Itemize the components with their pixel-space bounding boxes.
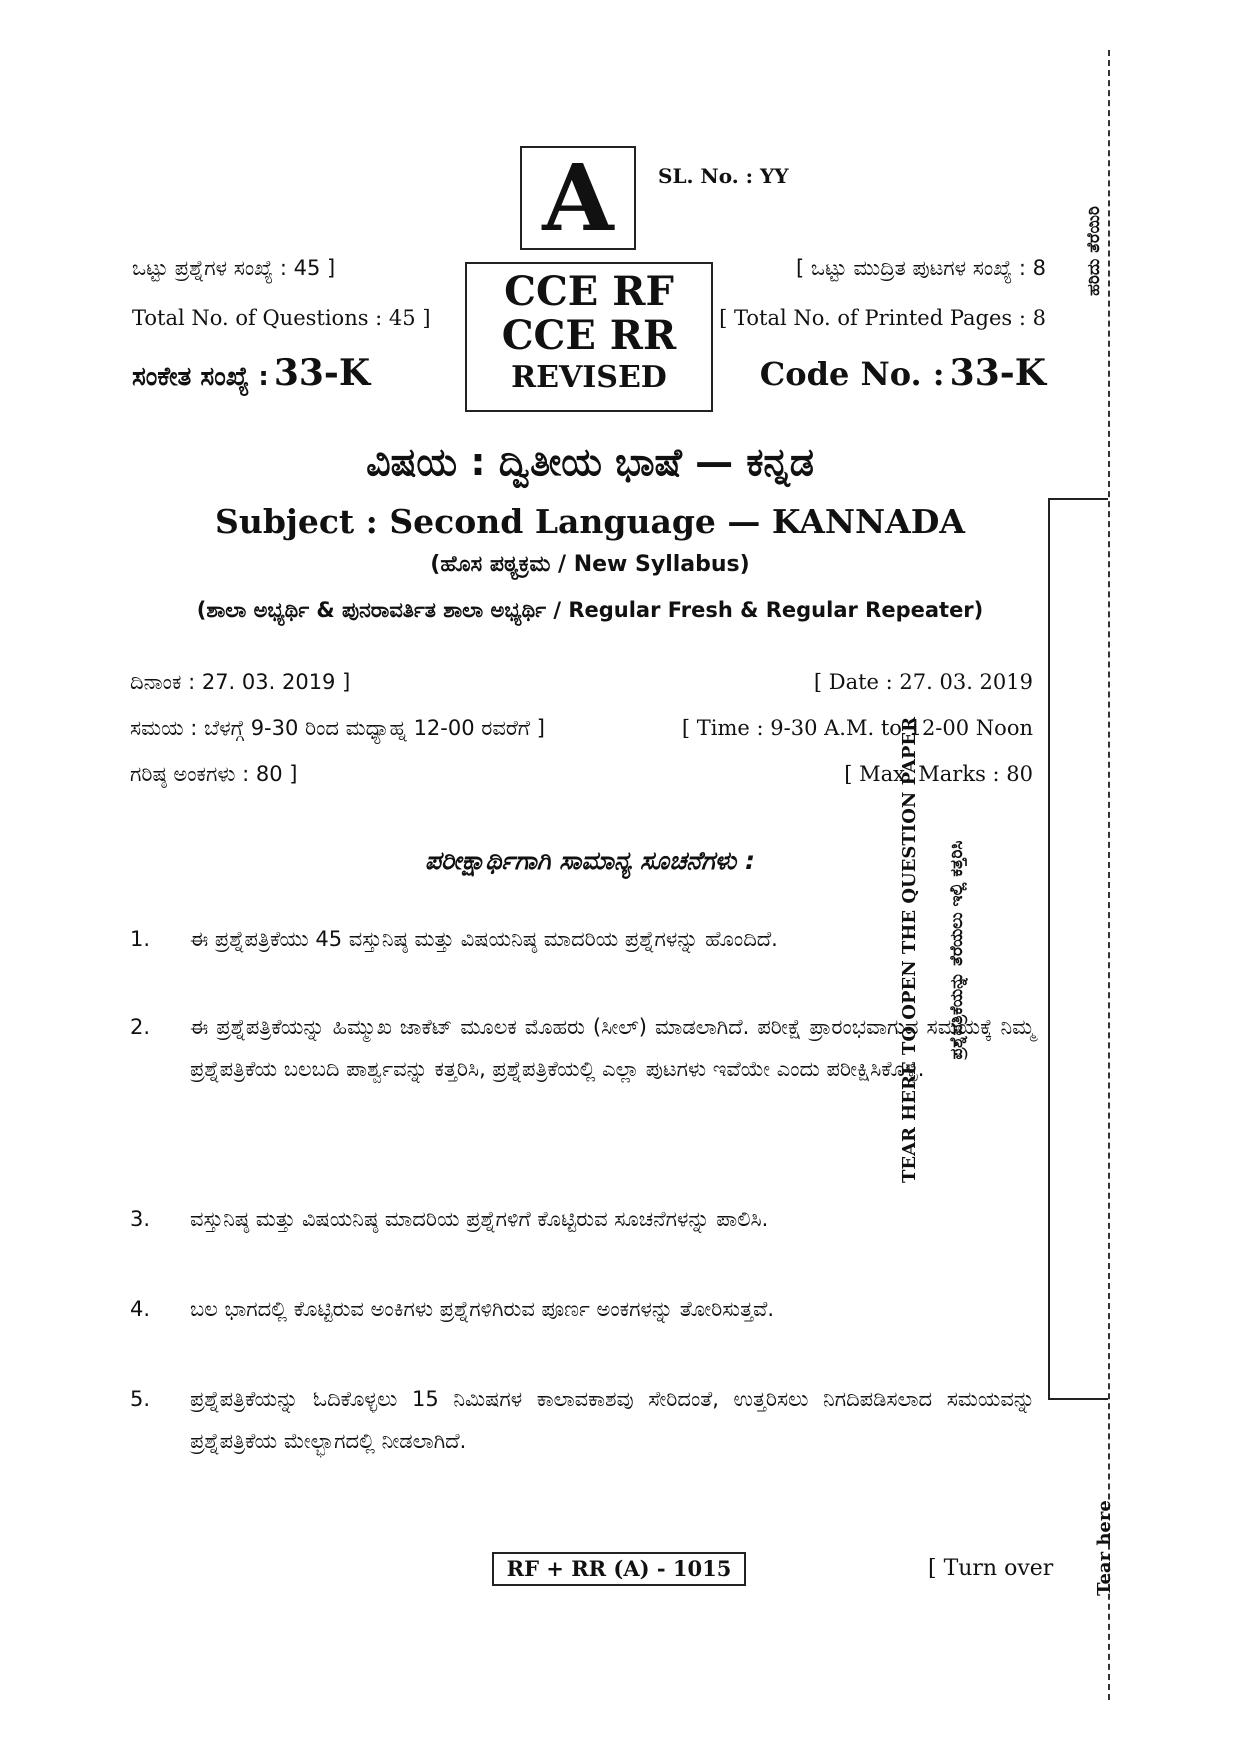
instruction-text: ಈ ಪ್ರಶ್ನೆಪತ್ರಿಕೆಯನ್ನು ಹಿಮ್ಮುಖ ಜಾಕೆಟ್ ಮೂಲಕ ಮೊಹರು (ಸೀಲ್) ಮಾಡಲಾಗಿದೆ. ಪರೀಕ್ಷೆ ಪ್ರಾರಂಭವಾಗುವ ಸಮಯಕ್ಕೆ ನಿಮ್ಮ ಪ್ರಶ್ನೆಪತ್ರಿಕೆಯ ಬಲಬದಿ ಪಾರ್ಶ್ವವನ್ನು ಕತ್ತರಿಸಿ, ಪ್ರಶ್ನೆಪತ್ರಿಕೆಯಲ್ಲಿ ಎಲ್ಲಾ ಪುಟಗಳು ಇವೆಯೇ ಎಂದು ಪರೀಕ್ಷಿಸಿಕೊಳ್ಳಿ.	[190, 1015, 1035, 1081]
time-kannada: ಸಮಯ : ಬೆಳಗ್ಗೆ 9-30 ರಿಂದ ಮಧ್ಯಾಹ್ನ 12-00 ರವರೆಗೆ ]	[130, 716, 545, 740]
time-english: [ Time : 9-30 A.M. to 12-00 Noon	[681, 716, 1033, 740]
serial-number: SL. No. : YY	[658, 164, 789, 188]
tear-open-kannada-label: ಪ್ರಶ್ನೆಪತ್ರಿಕೆಯನ್ನು ತೆರೆಯಲು ಇಲ್ಲಿ ಕತ್ತರಿಸಿ	[947, 840, 967, 1060]
instruction-text: ಪ್ರಶ್ನೆಪತ್ರಿಕೆಯನ್ನು ಓದಿಕೊಳ್ಳಲು 15 ನಿಮಿಷಗಳ ಕಾಲಾವಕಾಶವು ಸೇರಿದಂತೆ, ಉತ್ತರಿಸಲು ನಿಗದಿಪಡಿಸಲಾದ ಸಮಯವನ್ನು ಪ್ರಶ್ನೆಪತ್ರಿಕೆಯ ಮೇಲ್ಭಾಗದಲ್ಲಿ ನೀಡಲಾಗಿದೆ.	[190, 1387, 1035, 1453]
instruction-number: 1.	[130, 927, 151, 951]
max-marks-english: [ Max. Marks : 80	[844, 762, 1033, 786]
exam-type-line-2: CCE RR	[501, 312, 677, 359]
code-number-english-value: 33-K	[949, 352, 1046, 394]
subject-kannada: ವಿಷಯ : ದ್ವಿತೀಯ ಭಾಷೆ — ಕನ್ನಡ	[366, 440, 814, 484]
instruction-item-4	[130, 1288, 1035, 1330]
instruction-number: 3.	[130, 1207, 151, 1231]
instruction-text: ವಸ್ತುನಿಷ್ಠ ಮತ್ತು ವಿಷಯನಿಷ್ಠ ಮಾದರಿಯ ಪ್ರಶ್ನೆಗಳಿಗೆ ಕೊಟ್ಟಿರುವ ಸೂಚನೆಗಳನ್ನು ಪಾಲಿಸಿ.	[190, 1207, 769, 1231]
code-number-kannada-value: 33-K	[273, 352, 371, 394]
exam-type-line-3: REVISED	[511, 360, 667, 395]
total-pages-english: [ Total No. of Printed Pages : 8	[719, 306, 1046, 330]
instruction-number: 4.	[130, 1297, 151, 1321]
candidate-type-line: (ಶಾಲಾ ಅಭ್ಯರ್ಥಿ & ಪುನರಾವರ್ತಿತ ಶಾಲಾ ಅಭ್ಯರ್ಥಿ / Regular Fresh & Regular Repeater)	[196, 598, 984, 622]
code-number-english	[740, 352, 1046, 394]
code-number-kannada-label: ಸಂಕೇತ ಸಂಖ್ಯೆ :	[132, 362, 269, 392]
total-pages-kannada: [ ಒಟ್ಟು ಮುದ್ರಿತ ಪುಟಗಳ ಸಂಖ್ಯೆ : 8	[795, 256, 1046, 280]
instruction-item-5	[130, 1378, 1035, 1462]
series-letter: A	[542, 144, 614, 252]
subject-english: Subject : Second Language — KANNADA	[215, 502, 965, 541]
tear-here-label: Tear here	[1094, 1500, 1115, 1596]
date-english: [ Date : 27. 03. 2019	[813, 670, 1033, 694]
instruction-number: 5.	[130, 1387, 151, 1411]
tear-open-kannada-top: ಹರಿದು ತೆರೆಯಿರಿ	[1084, 206, 1104, 296]
syllabus-line: (ಹೊಸ ಪಠ್ಯಕ್ರಮ / New Syllabus)	[430, 552, 750, 577]
tear-here-to-open-label: TEAR HERE TO OPEN THE QUESTION PAPER	[899, 716, 920, 1184]
question-paper-series	[520, 146, 636, 250]
tear-bracket	[1048, 498, 1108, 1400]
date-kannada: ದಿನಾಂಕ : 27. 03. 2019 ]	[130, 670, 351, 694]
instruction-text: ಈ ಪ್ರಶ್ನೆಪತ್ರಿಕೆಯು 45 ವಸ್ತುನಿಷ್ಠ ಮತ್ತು ವಿಷಯನಿಷ್ಠ ಮಾದರಿಯ ಪ್ರಶ್ನೆಗಳನ್ನು ಹೊಂದಿದೆ.	[190, 927, 778, 951]
code-number-english-label: Code No. :	[759, 355, 945, 393]
instructions-title: ಪರೀಕ್ಷಾರ್ಥಿಗಾಗಿ ಸಾಮಾನ್ಯ ಸೂಚನೆಗಳು :	[425, 846, 755, 875]
exam-type-box	[465, 262, 713, 412]
total-questions-kannada: ಒಟ್ಟು ಪ್ರಶ್ನೆಗಳ ಸಂಖ್ಯೆ : 45 ]	[132, 256, 336, 280]
code-number-kannada	[132, 352, 370, 394]
exam-type-line-1: CCE RF	[504, 268, 674, 315]
total-questions-english: Total No. of Questions : 45 ]	[132, 306, 431, 330]
max-marks-kannada: ಗರಿಷ್ಠ ಅಂಕಗಳು : 80 ]	[130, 762, 298, 786]
paper-code-box: RF + RR (A) - 1015	[492, 1552, 746, 1586]
instruction-item-3	[130, 1198, 1035, 1240]
instruction-number: 2.	[130, 1015, 151, 1039]
instruction-text: ಬಲ ಭಾಗದಲ್ಲಿ ಕೊಟ್ಟಿರುವ ಅಂಕಿಗಳು ಪ್ರಶ್ನೆಗಳಿಗಿರುವ ಪೂರ್ಣ ಅಂಕಗಳನ್ನು ತೋರಿಸುತ್ತವೆ.	[190, 1297, 775, 1321]
turn-over-label: [ Turn over	[928, 1556, 1054, 1581]
